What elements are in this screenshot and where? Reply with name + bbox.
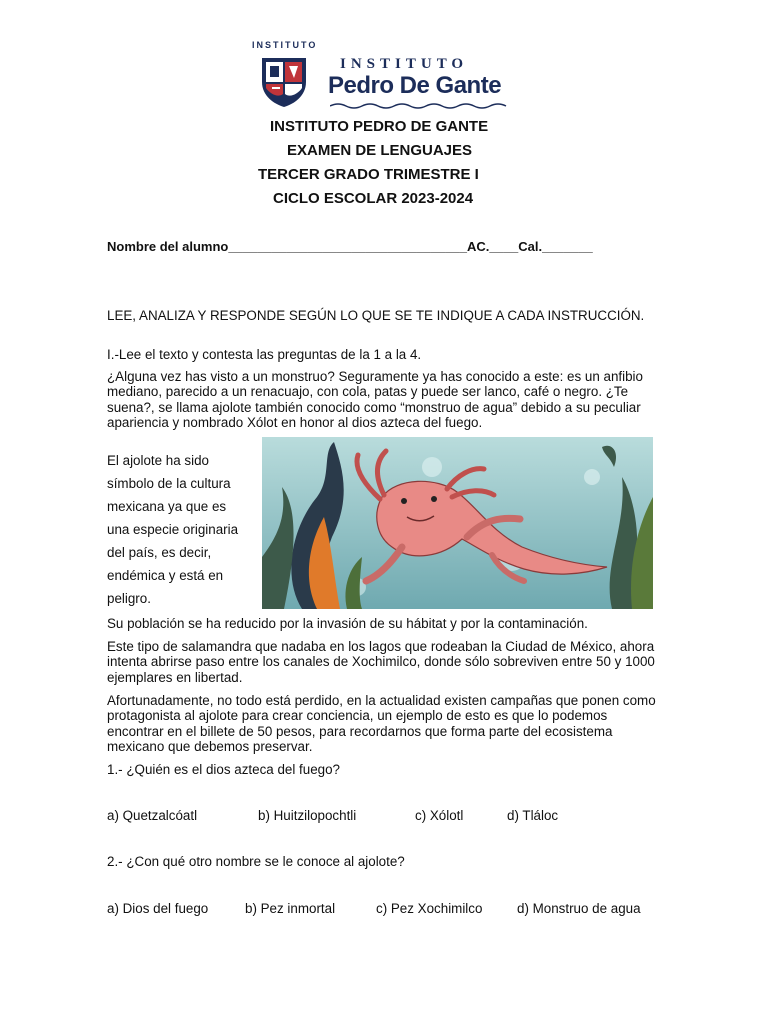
header-school-year: CICLO ESCOLAR 2023-2024 xyxy=(273,190,474,207)
option-d: d) Monstruo de agua xyxy=(517,901,641,916)
header-grade: TERCER GRADO TRIMESTRE I xyxy=(258,166,479,183)
section1-title: I.-Lee el texto y contesta las preguntas de la 1 a la 4. xyxy=(107,347,422,362)
question-1: 1.- ¿Quién es el dios azteca del fuego? xyxy=(107,762,340,777)
header-exam-title: EXAMEN DE LENGUAJES xyxy=(287,142,473,159)
shield-icon xyxy=(256,52,312,108)
option-c: c) Pez Xochimilco xyxy=(376,901,483,916)
logo-instituto-word: INSTITUTO xyxy=(340,56,469,72)
option-d: d) Tláloc xyxy=(507,808,559,823)
side-text-line: mexicana ya que es xyxy=(107,499,227,514)
student-info-line: Nombre del alumno_________________________________AC.____Cal._______ xyxy=(107,239,593,254)
paragraph-habitat: Este tipo de salamandra que nadaba en los lagos que rodeaban la Ciudad de México, ahora intenta abrirse paso entre los canales de Xochimilco, donde sólo sobreviven entre 50 y 1000 ejemplares en libertad. xyxy=(107,639,655,685)
option-b: b) Pez inmortal xyxy=(245,901,336,916)
logo-small-label: INSTITUTO xyxy=(252,40,318,50)
paragraph-conservation: Afortunadamente, no todo está perdido, en la actualidad existen campañas que ponen como protagonista al ajolote para crear conciencia, un ejemplo de esto es que lo podemos encontrar en el billete de 50 pesos, para recordarnos que forma parte del ecosistema mexicano que debemos preservar. xyxy=(107,693,656,755)
header-school-name: INSTITUTO PEDRO DE GANTE xyxy=(270,118,489,135)
side-text-line: del país, es decir, xyxy=(107,545,212,560)
question-2: 2.- ¿Con qué otro nombre se le conoce al ajolote? xyxy=(107,854,405,869)
side-text-line: El ajolote ha sido xyxy=(107,453,209,468)
side-text-line: una especie originaria xyxy=(107,522,239,537)
side-text-line: endémica y está en xyxy=(107,568,224,583)
side-text-line: símbolo de la cultura xyxy=(107,476,231,491)
instructions-text: LEE, ANALIZA Y RESPONDE SEGÚN LO QUE SE TE INDIQUE A CADA INSTRUCCIÓN. xyxy=(107,308,645,323)
paragraph-population: Su población se ha reducido por la invasión de su hábitat y por la contaminación. xyxy=(107,616,588,631)
option-a: a) Quetzalcóatl xyxy=(107,808,198,823)
option-c: c) Xólotl xyxy=(415,808,464,823)
paragraph-intro: ¿Alguna vez has visto a un monstruo? Seguramente ya has conocido a este: es un anfibio mediano, parecido a un renacuajo, con cola, patas y puede ser lanco, café o negro. ¿Te suena?, se llama ajolote también conocido como “monstruo de agua” debido a su peculiar apariencia y nombrado Xólot en honor al dios azteca del fuego. xyxy=(107,369,643,431)
logo-institute-name: Pedro De Gante xyxy=(328,72,502,99)
option-a: a) Dios del fuego xyxy=(107,901,209,916)
wave-decoration-icon xyxy=(330,102,516,110)
option-b: b) Huitzilopochtli xyxy=(258,808,357,823)
axolotl-illustration xyxy=(262,437,653,609)
institute-logo xyxy=(248,40,528,112)
side-text-line: peligro. xyxy=(107,591,151,606)
